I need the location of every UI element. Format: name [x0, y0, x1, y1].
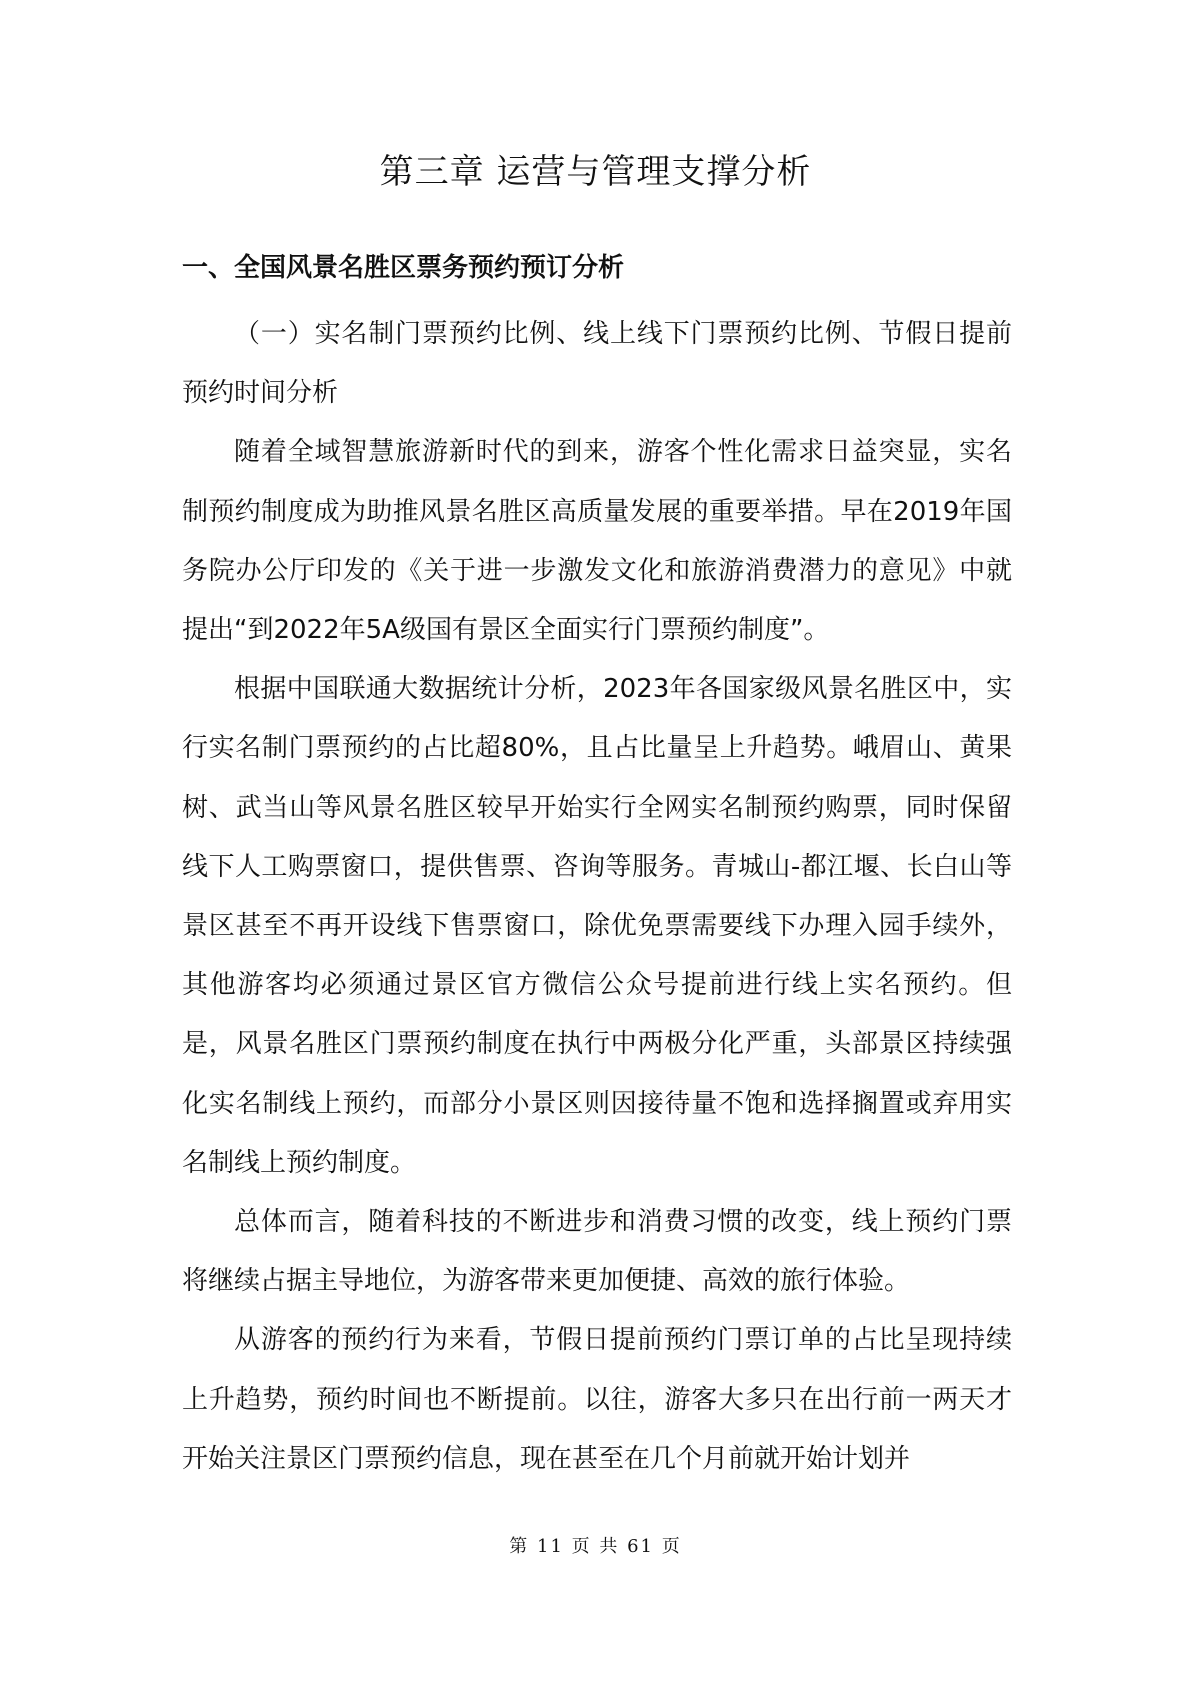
page-footer: 第 11 页 共 61 页 [509, 1536, 682, 1557]
paragraph: 随着全域智慧旅游新时代的到来，游客个性化需求日益突显，实名制预约制度成为助推风景名胜区高质量发展的重要举措。早在2019年国务院办公厅印发的《关于进一步激发文化和旅游消费潜力的意见》中就提出“到2022年5A级国有景区全面实行门票预约制度”。 [182, 437, 1012, 646]
chapter-title: 第三章 运营与管理支撑分析 [379, 152, 812, 192]
section-heading: 一、全国风景名胜区票务预约预订分析 [182, 253, 625, 283]
subsection-heading: （一）实名制门票预约比例、线上线下门票预约比例、节假日提前预约时间分析 [182, 319, 1012, 409]
paragraph: 总体而言，随着科技的不断进步和消费习惯的改变，线上预约门票将继续占据主导地位，为游客带来更加便捷、高效的旅行体验。 [182, 1207, 1012, 1297]
paragraph: 从游客的预约行为来看，节假日提前预约门票订单的占比呈现持续上升趋势，预约时间也不断提前。以往，游客大多只在出行前一两天才开始关注景区门票预约信息，现在甚至在几个月前就开始计划并 [182, 1325, 1012, 1474]
body-text [182, 305, 1012, 1489]
paragraph: 根据中国联通大数据统计分析，2023年各国家级风景名胜区中，实行实名制门票预约的占比超80%，且占比量呈上升趋势。峨眉山、黄果树、武当山等风景名胜区较早开始实行全网实名制预约购票，同时保留线下人工购票窗口，提供售票、咨询等服务。青城山-都江堰、长白山等景区甚至不再开设线下售票窗口，除优免票需要线下办理入园手续外，其他游客均必须通过景区官方微信公众号提前进行线上实名预约。但是，风景名胜区门票预约制度在执行中两极分化严重，头部景区持续强化实名制线上预约，而部分小景区则因接待量不饱和选择搁置或弃用实名制线上预约制度。 [182, 674, 1012, 1178]
